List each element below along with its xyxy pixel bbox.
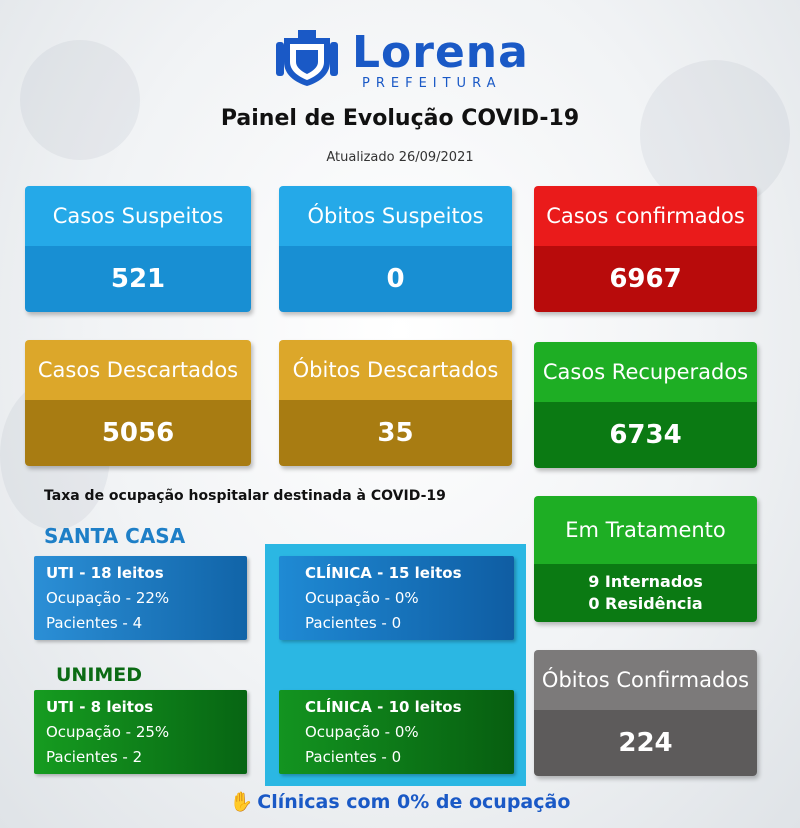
card-casos-recuperados bbox=[534, 342, 757, 468]
card-value: 0 bbox=[279, 246, 512, 312]
card-label: Casos confirmados bbox=[534, 186, 757, 246]
coat-of-arms-logo bbox=[276, 28, 338, 88]
card-label: Casos Descartados bbox=[25, 340, 251, 400]
bed-occupancy: Ocupação - 25% bbox=[46, 723, 170, 741]
card-casos-suspeitos bbox=[25, 186, 251, 312]
bed-header: CLÍNICA - 15 leitos bbox=[305, 564, 462, 582]
bed-header: UTI - 8 leitos bbox=[46, 698, 154, 716]
background-virus-shape bbox=[20, 40, 140, 160]
card-em-tratamento bbox=[534, 496, 757, 622]
occupancy-title: Taxa de ocupação hospitalar destinada à COVID-19 bbox=[44, 488, 446, 504]
hospital-label-santa-casa: SANTA CASA bbox=[44, 524, 186, 548]
bed-header: CLÍNICA - 10 leitos bbox=[305, 698, 462, 716]
card-value: 224 bbox=[534, 710, 757, 776]
clapping-hands-icon: ✋ bbox=[229, 791, 254, 813]
santa-casa-uti-card bbox=[34, 556, 247, 640]
card-obitos-confirmados bbox=[534, 650, 757, 776]
card-casos-descartados bbox=[25, 340, 251, 466]
card-label: Em Tratamento bbox=[534, 496, 757, 564]
card-value: 521 bbox=[25, 246, 251, 312]
brand-name: Lorena bbox=[352, 27, 529, 78]
hospital-label-unimed: UNIMED bbox=[56, 664, 143, 686]
internados-count: 9 Internados bbox=[588, 572, 703, 591]
bed-patients: Pacientes - 0 bbox=[305, 748, 402, 766]
bed-occupancy: Ocupação - 0% bbox=[305, 589, 419, 607]
bed-occupancy: Ocupação - 22% bbox=[46, 589, 170, 607]
card-value: 5056 bbox=[25, 400, 251, 466]
card-casos-confirmados bbox=[534, 186, 757, 312]
residencia-count: 0 Residência bbox=[588, 594, 703, 613]
card-label: Casos Suspeitos bbox=[25, 186, 251, 246]
card-label: Casos Recuperados bbox=[534, 342, 757, 402]
footer-note bbox=[0, 790, 800, 813]
footer-text: Clínicas com 0% de ocupação bbox=[257, 791, 571, 813]
bed-patients: Pacientes - 4 bbox=[46, 614, 143, 632]
card-value: 6734 bbox=[534, 402, 757, 468]
unimed-clinica-card bbox=[279, 690, 514, 774]
card-label: Óbitos Suspeitos bbox=[279, 186, 512, 246]
card-value bbox=[534, 564, 757, 622]
card-value: 6967 bbox=[534, 246, 757, 312]
brand-subtitle: PREFEITURA bbox=[362, 76, 502, 91]
bed-header: UTI - 18 leitos bbox=[46, 564, 164, 582]
card-label: Óbitos Confirmados bbox=[534, 650, 757, 710]
card-obitos-descartados bbox=[279, 340, 512, 466]
bed-patients: Pacientes - 2 bbox=[46, 748, 143, 766]
card-obitos-suspeitos bbox=[279, 186, 512, 312]
santa-casa-clinica-card bbox=[279, 556, 514, 640]
bed-occupancy: Ocupação - 0% bbox=[305, 723, 419, 741]
update-date: Atualizado 26/09/2021 bbox=[326, 150, 474, 165]
bed-patients: Pacientes - 0 bbox=[305, 614, 402, 632]
unimed-uti-card bbox=[34, 690, 247, 774]
page-title: Painel de Evolução COVID-19 bbox=[220, 106, 580, 131]
card-value: 35 bbox=[279, 400, 512, 466]
card-label: Óbitos Descartados bbox=[279, 340, 512, 400]
